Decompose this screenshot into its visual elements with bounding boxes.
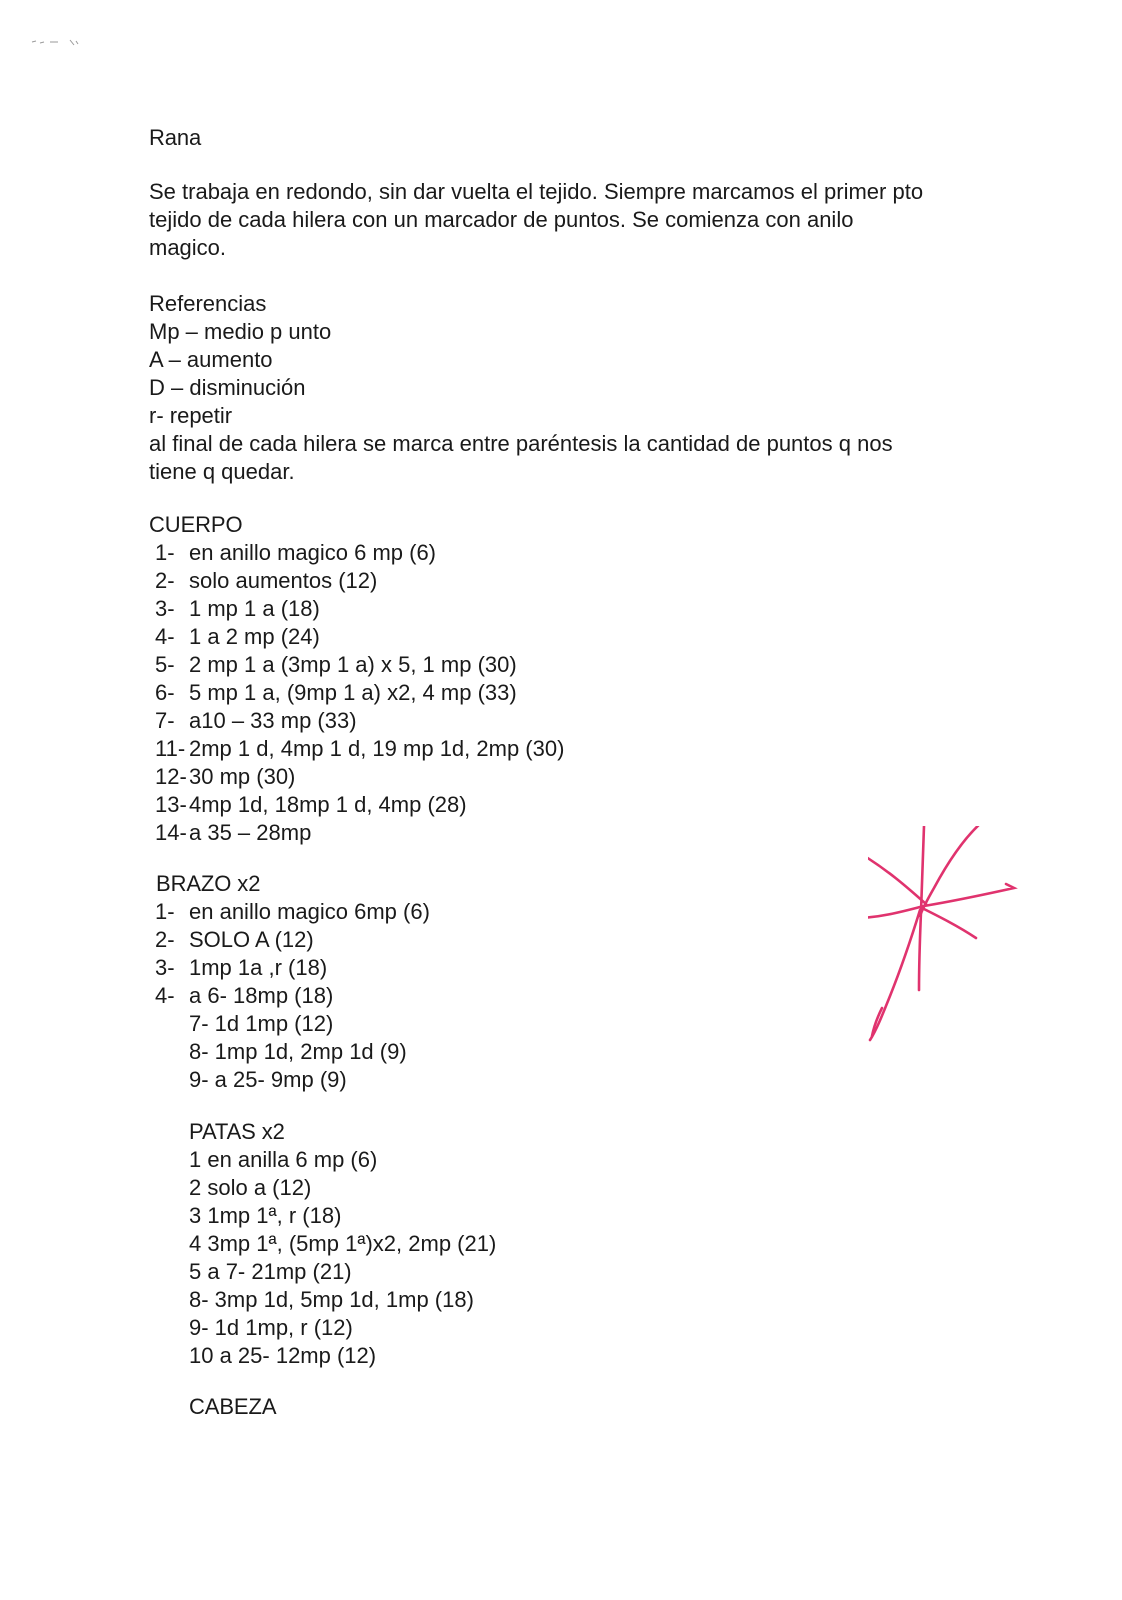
references-section <box>149 290 893 486</box>
list-item: 1- en anillo magico 6 mp (6) <box>155 540 437 565</box>
list-item: 14- a 35 – 28mp <box>155 820 312 845</box>
reference-item: al final de cada hilera se marca entre paréntesis la cantidad de puntos q nos <box>149 431 893 456</box>
patas-heading: PATAS x2 <box>189 1119 285 1144</box>
list-item: 1 en anilla 6 mp (6) <box>189 1147 378 1172</box>
list-item: 8- 1mp 1d, 2mp 1d (9) <box>189 1039 407 1064</box>
asterisk-scribble-icon <box>868 826 1028 1056</box>
brazo-heading: BRAZO x2 <box>156 871 261 896</box>
intro-line: Se trabaja en redondo, sin dar vuelta el tejido. Siempre marcamos el primer pto <box>149 179 924 204</box>
list-item: 13- 4mp 1d, 18mp 1 d, 4mp (28) <box>155 792 467 817</box>
scan-artifact-icon <box>30 36 90 48</box>
intro-line: magico. <box>149 235 227 260</box>
list-item: 10 a 25- 12mp (12) <box>189 1343 377 1368</box>
list-item: 4 3mp 1ª, (5mp 1ª)x2, 2mp (21) <box>189 1231 497 1256</box>
references-heading: Referencias <box>149 291 267 316</box>
list-item: 2 solo a (12) <box>189 1175 312 1200</box>
reference-item: Mp – medio p unto <box>149 319 332 344</box>
list-item: 12- 30 mp (30) <box>155 764 296 789</box>
brazo-list <box>155 898 430 1010</box>
reference-item: D – disminución <box>149 375 306 400</box>
list-item: 8- 3mp 1d, 5mp 1d, 1mp (18) <box>189 1287 474 1312</box>
list-item: 3- 1mp 1a ,r (18) <box>155 955 328 980</box>
cuerpo-list <box>155 539 564 847</box>
list-item: 2- SOLO A (12) <box>155 927 314 952</box>
list-item: 4- a 6- 18mp (18) <box>155 983 334 1008</box>
document-title: Rana <box>149 125 202 150</box>
list-item: 3- 1 mp 1 a (18) <box>155 596 320 621</box>
reference-item: r- repetir <box>149 403 233 428</box>
list-item: 5- 2 mp 1 a (3mp 1 a) x 5, 1 mp (30) <box>155 652 517 677</box>
list-item: 6- 5 mp 1 a, (9mp 1 a) x2, 4 mp (33) <box>155 680 517 705</box>
list-item: 7- 1d 1mp (12) <box>189 1011 334 1036</box>
patas-list <box>189 1146 496 1370</box>
list-item: 11- 2mp 1 d, 4mp 1 d, 19 mp 1d, 2mp (30) <box>155 736 565 761</box>
list-item: 9- a 25- 9mp (9) <box>189 1067 347 1092</box>
list-item: 3 1mp 1ª, r (18) <box>189 1203 342 1228</box>
list-item: 1- en anillo magico 6mp (6) <box>155 899 430 924</box>
list-item: 2- solo aumentos (12) <box>155 568 378 593</box>
list-item: 7- a10 – 33 mp (33) <box>155 708 357 733</box>
cabeza-heading: CABEZA <box>189 1394 277 1419</box>
list-item: 5 a 7- 21mp (21) <box>189 1259 352 1284</box>
brazo-sublist <box>189 1010 407 1094</box>
intro-paragraph <box>149 178 923 262</box>
intro-line: tejido de cada hilera con un marcador de puntos. Se comienza con anilo <box>149 207 854 232</box>
reference-item: tiene q quedar. <box>149 459 295 484</box>
list-item: 9- 1d 1mp, r (12) <box>189 1315 353 1340</box>
list-item: 4- 1 a 2 mp (24) <box>155 624 320 649</box>
reference-item: A – aumento <box>149 347 273 372</box>
cuerpo-heading: CUERPO <box>149 512 243 537</box>
